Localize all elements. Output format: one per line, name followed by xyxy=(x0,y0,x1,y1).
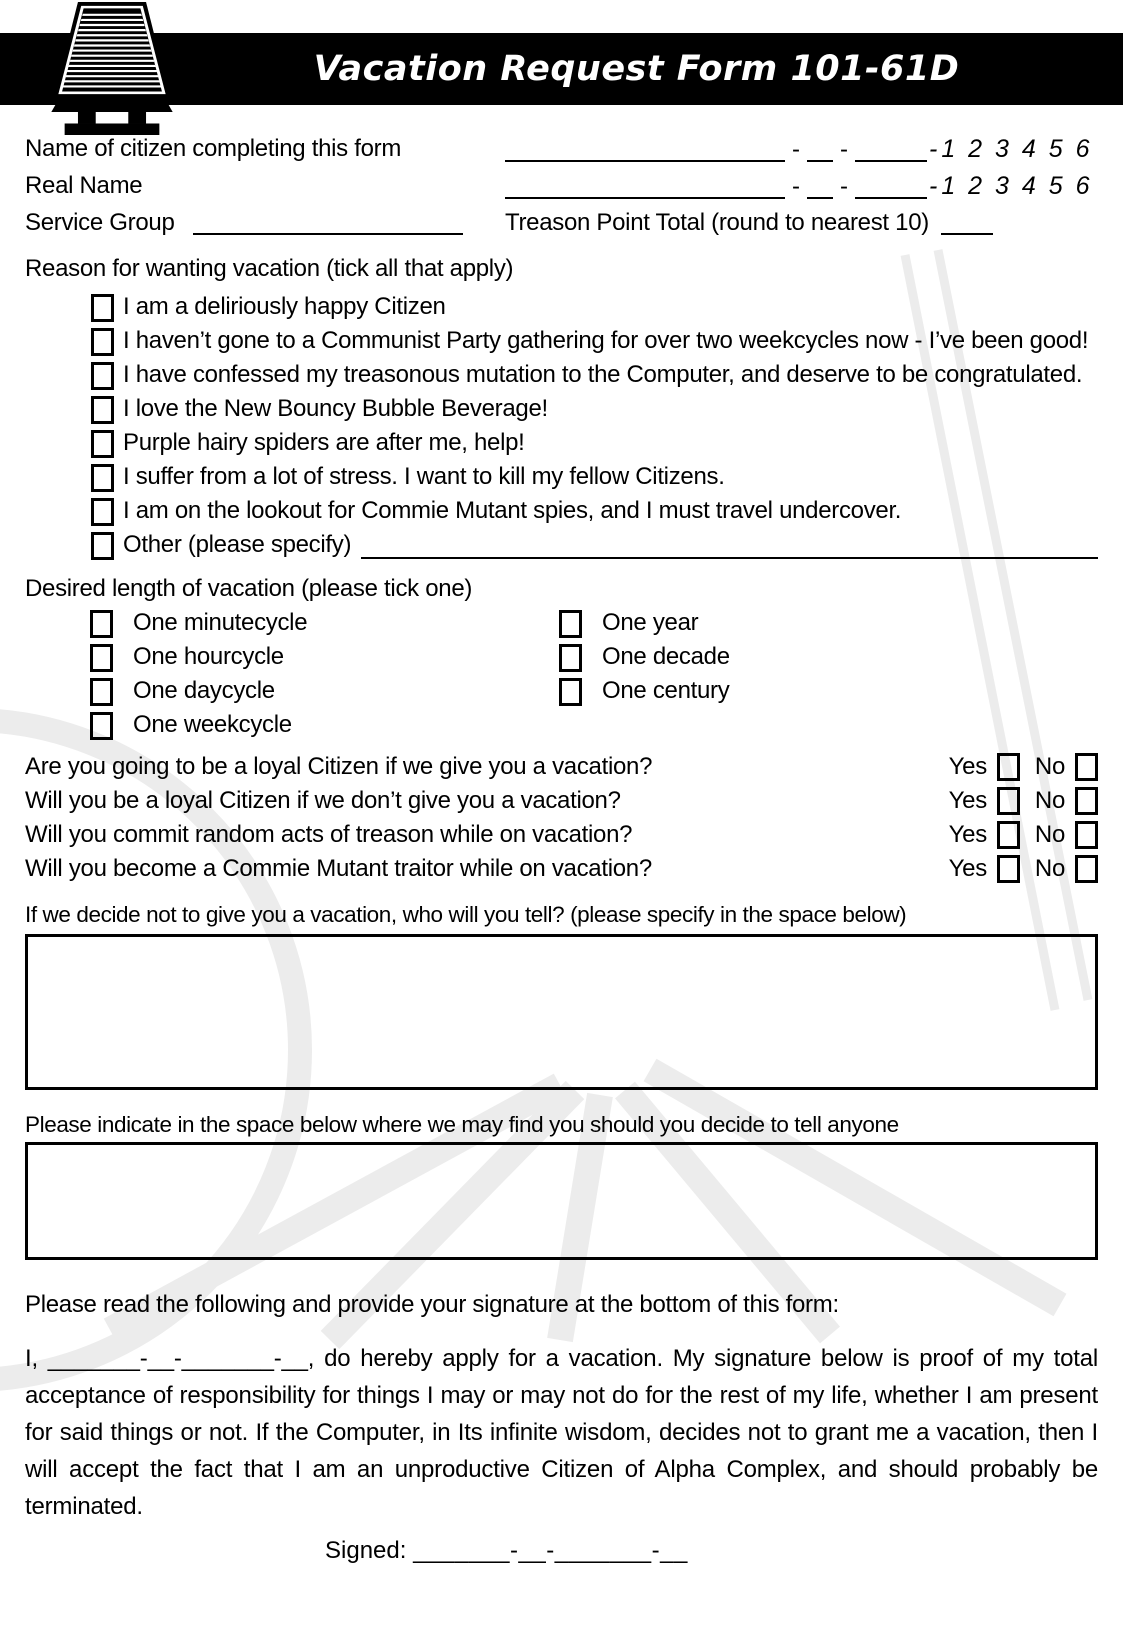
find-answer-box[interactable] xyxy=(25,1142,1098,1260)
reason-stress-label: I suffer from a lot of stress. I want to kill my fellow Citizens. xyxy=(123,463,725,490)
form-body xyxy=(25,0,1098,1565)
length-option-minutecycle xyxy=(90,606,559,640)
question-loyal-if-given-label: Are you going to be a loyal Citizen if we give you a vacation? xyxy=(25,753,653,780)
real-name-separator: - xyxy=(792,173,800,200)
length-decade-checkbox[interactable] xyxy=(559,644,582,672)
q4-yes-checkbox[interactable] xyxy=(997,855,1020,883)
name-input-line[interactable] xyxy=(505,136,785,162)
reason-item-other xyxy=(91,528,1098,562)
reasons-heading: Reason for wanting vacation (tick all that apply) xyxy=(25,255,514,282)
q3-no-checkbox[interactable] xyxy=(1075,821,1098,849)
real-name-input-line[interactable] xyxy=(505,173,785,199)
reason-stress-checkbox[interactable] xyxy=(91,464,114,492)
length-daycycle-label: One daycycle xyxy=(133,677,275,704)
reason-item-no-communist-party xyxy=(91,324,1098,358)
length-option-decade xyxy=(559,640,1098,674)
name-clearance-line[interactable] xyxy=(807,136,833,162)
reason-happy-label: I am a deliriously happy Citizen xyxy=(123,293,446,320)
length-option-weekcycle xyxy=(90,708,559,742)
reason-item-happy xyxy=(91,290,1098,324)
name-separator2: - xyxy=(840,136,848,163)
reason-item-bouncy-bubble xyxy=(91,392,1098,426)
length-year-checkbox[interactable] xyxy=(559,610,582,638)
reason-other-specify-line[interactable] xyxy=(361,529,1098,559)
q4-yes-label: Yes xyxy=(948,855,987,882)
form-title: Vacation Request Form 101-61D xyxy=(313,49,960,89)
tell-prompt: If we decide not to give you a vacation, who will you tell? (please specify in the space below) xyxy=(25,902,907,927)
length-weekcycle-checkbox[interactable] xyxy=(90,712,113,740)
reason-no-communist-party-checkbox[interactable] xyxy=(91,328,114,356)
length-minutecycle-checkbox[interactable] xyxy=(90,610,113,638)
q1-no-checkbox[interactable] xyxy=(1075,753,1098,781)
reason-purple-spiders-checkbox[interactable] xyxy=(91,430,114,458)
length-decade-label: One decade xyxy=(602,643,730,670)
real-name-sector-line[interactable] xyxy=(855,173,927,199)
reason-purple-spiders-label: Purple hairy spiders are after me, help! xyxy=(123,429,525,456)
reason-bouncy-bubble-label: I love the New Bouncy Bubble Beverage! xyxy=(123,395,548,422)
length-option-hourcycle xyxy=(90,640,559,674)
name-sector-line[interactable] xyxy=(855,136,927,162)
signature-declaration: I, _______-__-_______-__, do hereby apply for a vacation. My signature below is proof of my total acceptance of responsibility for things I may or may not do for the rest of my life, whether I am present for said things or not. If the Computer, in Its infinite wisdom, decides not to grant me a vacation, then I will accept the fact that I am an unproductive Citizen of Alpha Complex, and should probably be terminated. xyxy=(25,1345,1098,1520)
q3-yes-checkbox[interactable] xyxy=(997,821,1020,849)
reason-commie-lookout-label: I am on the lookout for Commie Mutant spies, and I must travel undercover. xyxy=(123,497,902,524)
signed-row xyxy=(25,1537,1098,1565)
real-name-clone-digits[interactable]: 1 2 3 4 5 6 xyxy=(941,172,1093,200)
q2-no-checkbox[interactable] xyxy=(1075,787,1098,815)
reason-no-communist-party-label: I haven’t gone to a Communist Party gathering for over two weekcycles now - I’ve been good! xyxy=(123,327,1089,354)
question-loyal-if-given xyxy=(25,750,1098,784)
question-loyal-if-denied xyxy=(25,784,1098,818)
find-prompt: Please indicate in the space below where we may find you should you decide to tell anyone xyxy=(25,1112,899,1137)
q2-no-label: No xyxy=(1034,787,1065,814)
real-name-row xyxy=(25,164,1098,201)
question-random-treason-label: Will you commit random acts of treason while on vacation? xyxy=(25,821,633,848)
length-century-label: One century xyxy=(602,677,730,704)
length-option-daycycle xyxy=(90,674,559,708)
service-group-input-line[interactable] xyxy=(193,209,463,235)
question-random-treason xyxy=(25,818,1098,852)
reason-happy-checkbox[interactable] xyxy=(91,294,114,322)
name-clone-digits[interactable]: 1 2 3 4 5 6 xyxy=(941,135,1093,163)
q4-no-label: No xyxy=(1034,855,1065,882)
reason-item-stress xyxy=(91,460,1098,494)
loyalty-questions xyxy=(25,750,1098,886)
q1-no-label: No xyxy=(1034,753,1065,780)
reasons-list xyxy=(91,290,1098,562)
treason-point-input-line[interactable] xyxy=(941,209,993,235)
length-option-year xyxy=(559,606,1098,640)
length-weekcycle-label: One weekcycle xyxy=(133,711,292,738)
length-option-century xyxy=(559,674,1098,708)
reason-item-commie-lookout xyxy=(91,494,1098,528)
reason-item-confessed-mutation xyxy=(91,358,1098,392)
length-century-checkbox[interactable] xyxy=(559,678,582,706)
real-name-clone-dash: - xyxy=(929,172,938,200)
q2-yes-label: Yes xyxy=(948,787,987,814)
question-loyal-if-denied-label: Will you be a loyal Citizen if we don’t give you a vacation? xyxy=(25,787,621,814)
question-commie-traitor xyxy=(25,852,1098,886)
service-group-label: Service Group xyxy=(25,208,505,238)
real-name-separator2: - xyxy=(840,173,848,200)
q3-no-label: No xyxy=(1034,821,1065,848)
crt-monitor-icon xyxy=(38,2,186,135)
length-daycycle-checkbox[interactable] xyxy=(90,678,113,706)
q1-yes-label: Yes xyxy=(948,753,987,780)
q1-yes-checkbox[interactable] xyxy=(997,753,1020,781)
q4-no-checkbox[interactable] xyxy=(1075,855,1098,883)
reason-confessed-mutation-label: I have confessed my treasonous mutation to the Computer, and deserve to be congratulated. xyxy=(123,361,1083,388)
reason-other-checkbox[interactable] xyxy=(91,532,114,560)
real-name-label: Real Name xyxy=(25,172,143,199)
length-hourcycle-label: One hourcycle xyxy=(133,643,284,670)
reason-item-purple-spiders xyxy=(91,426,1098,460)
reason-bouncy-bubble-checkbox[interactable] xyxy=(91,396,114,424)
signature-intro: Please read the following and provide your signature at the bottom of this form: xyxy=(25,1291,839,1318)
reason-confessed-mutation-checkbox[interactable] xyxy=(91,362,114,390)
q3-yes-label: Yes xyxy=(948,821,987,848)
length-hourcycle-checkbox[interactable] xyxy=(90,644,113,672)
reason-commie-lookout-checkbox[interactable] xyxy=(91,498,114,526)
length-heading: Desired length of vacation (please tick one) xyxy=(25,575,473,602)
name-separator: - xyxy=(792,136,800,163)
service-group-row xyxy=(25,201,1098,238)
q2-yes-checkbox[interactable] xyxy=(997,787,1020,815)
real-name-clearance-line[interactable] xyxy=(807,173,833,199)
treason-point-label: Treason Point Total (round to nearest 10) xyxy=(505,208,1098,238)
signature-input-line[interactable]: _______-__-_______-__ xyxy=(413,1537,688,1564)
signed-label: Signed: xyxy=(325,1537,407,1564)
length-year-label: One year xyxy=(602,609,699,636)
question-commie-traitor-label: Will you become a Commie Mutant traitor while on vacation? xyxy=(25,855,652,882)
name-clone-dash: - xyxy=(929,135,938,163)
length-minutecycle-label: One minutecycle xyxy=(133,609,308,636)
name-label: Name of citizen completing this form xyxy=(25,135,402,162)
tell-answer-box[interactable] xyxy=(25,934,1098,1090)
length-options xyxy=(25,606,1098,742)
reason-other-label: Other (please specify) xyxy=(123,531,352,558)
